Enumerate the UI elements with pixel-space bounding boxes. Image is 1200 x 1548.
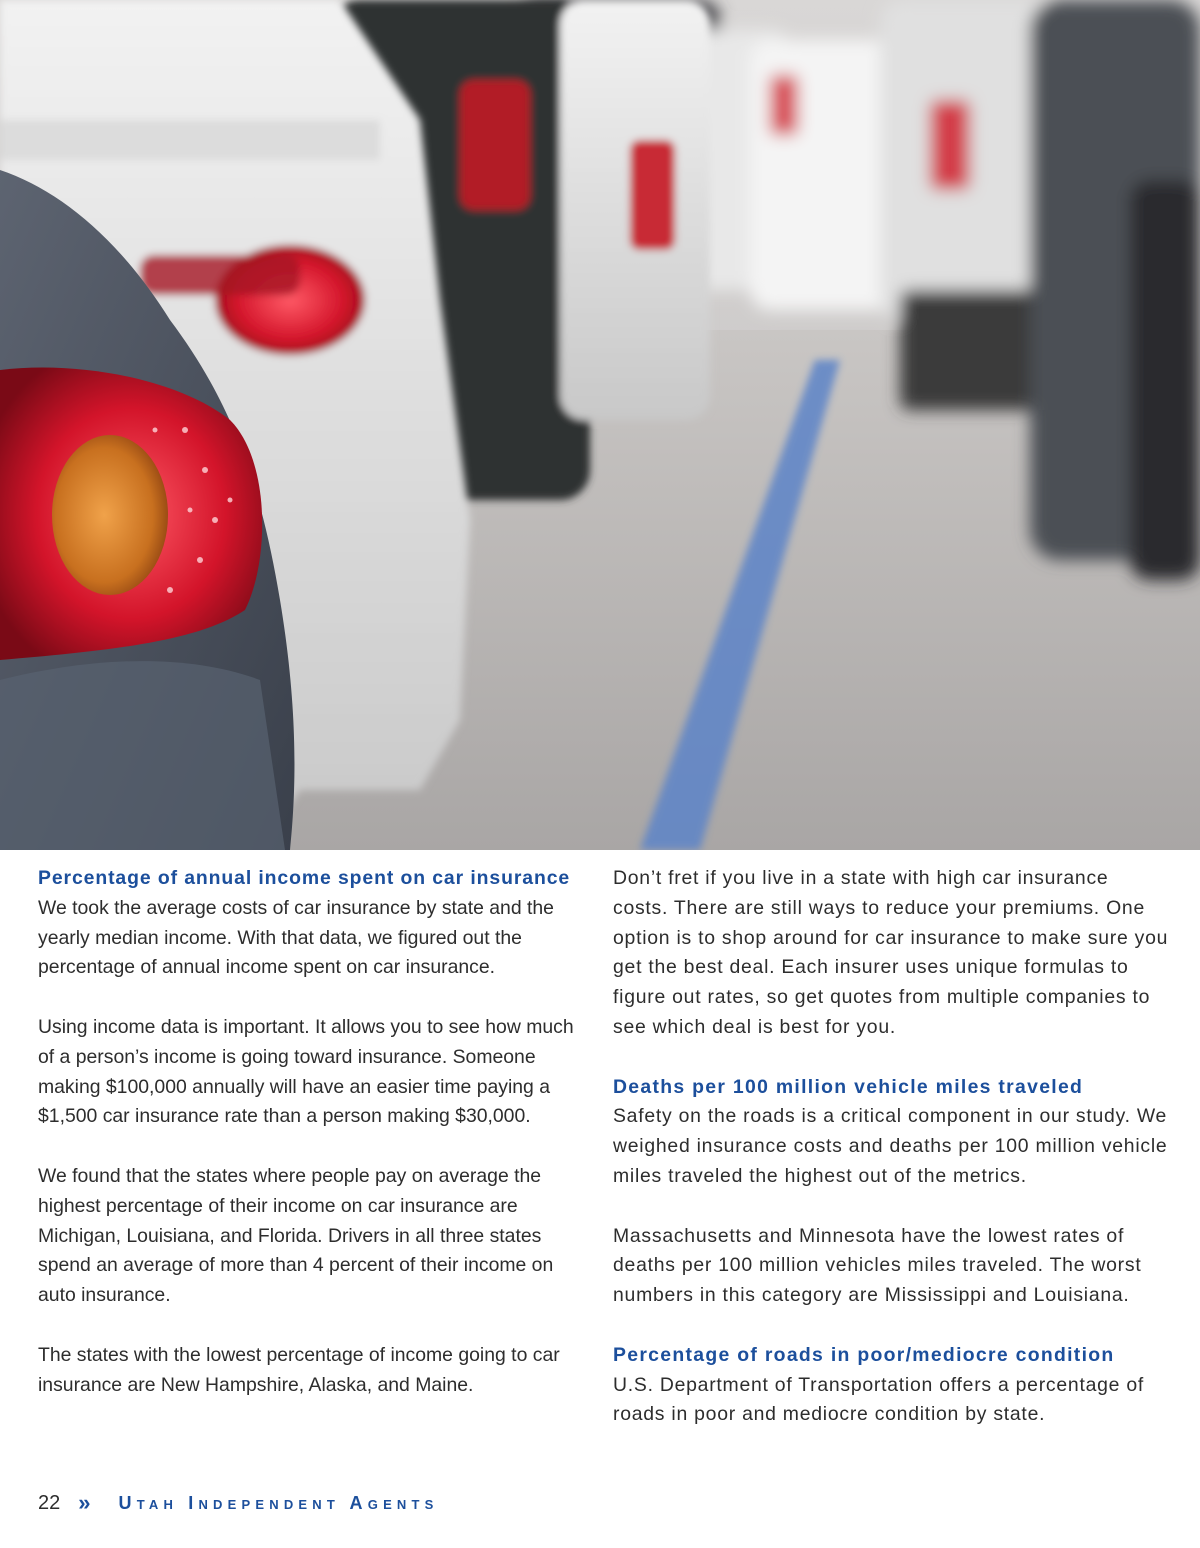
intro-paragraph: Don’t fret if you live in a state with high car insurance costs. There are still ways to reduce your premiums. One option is to shop around for car insurance to make sure you get the best deal. Each insurer uses unique formulas to figure out rates, so get quotes from multiple companies to see which deal is best for you.	[613, 867, 1169, 1038]
income-paragraph-3: We found that the states where people pay on average the highest percentage of their income on car insurance are Michigan, Louisiana, and Florida. Drivers in all three states spend an average of more than 4 percent of their income on auto insurance.	[38, 1164, 554, 1307]
income-paragraph-1: We took the average costs of car insurance by state and the yearly median income. With that data, we figured out the percentage of annual income spent on car insurance.	[38, 896, 554, 979]
section-heading-income: Percentage of annual income spent on car insurance	[38, 867, 571, 889]
deaths-paragraph-2: Massachusetts and Minnesota have the lowest rates of deaths per 100 million vehicles miles traveled. The worst numbers in this category are Mississippi and Louisiana.	[613, 1224, 1142, 1307]
income-paragraph-2: Using income data is important. It allows you to see how much of a person’s income is going toward insurance. Someone making $100,000 annually will have an easier time paying a $1,500 car insurance rate than a person making $30,000.	[38, 1015, 574, 1128]
double-chevron-icon: »	[78, 1490, 89, 1515]
right-column	[613, 864, 1169, 1430]
income-paragraph-4: The states with the lowest percentage of income going to car insurance are New Hampshire, Alaska, and Maine.	[38, 1343, 560, 1396]
deaths-paragraph-1: Safety on the roads is a critical component in our study. We weighed insurance costs and deaths per 100 million vehicle miles traveled the highest out of the metrics.	[613, 1105, 1168, 1187]
page-number: 22	[38, 1491, 61, 1514]
section-heading-roads: Percentage of roads in poor/mediocre condition	[613, 1343, 1115, 1366]
publication-name: Utah Independent Agents	[118, 1492, 439, 1513]
section-heading-deaths: Deaths per 100 million vehicle miles traveled	[613, 1075, 1084, 1098]
left-column	[38, 864, 586, 1400]
roads-paragraph-1: U.S. Department of Transportation offers a percentage of roads in poor and mediocre condition by state.	[613, 1373, 1144, 1426]
page-footer	[38, 1488, 439, 1518]
